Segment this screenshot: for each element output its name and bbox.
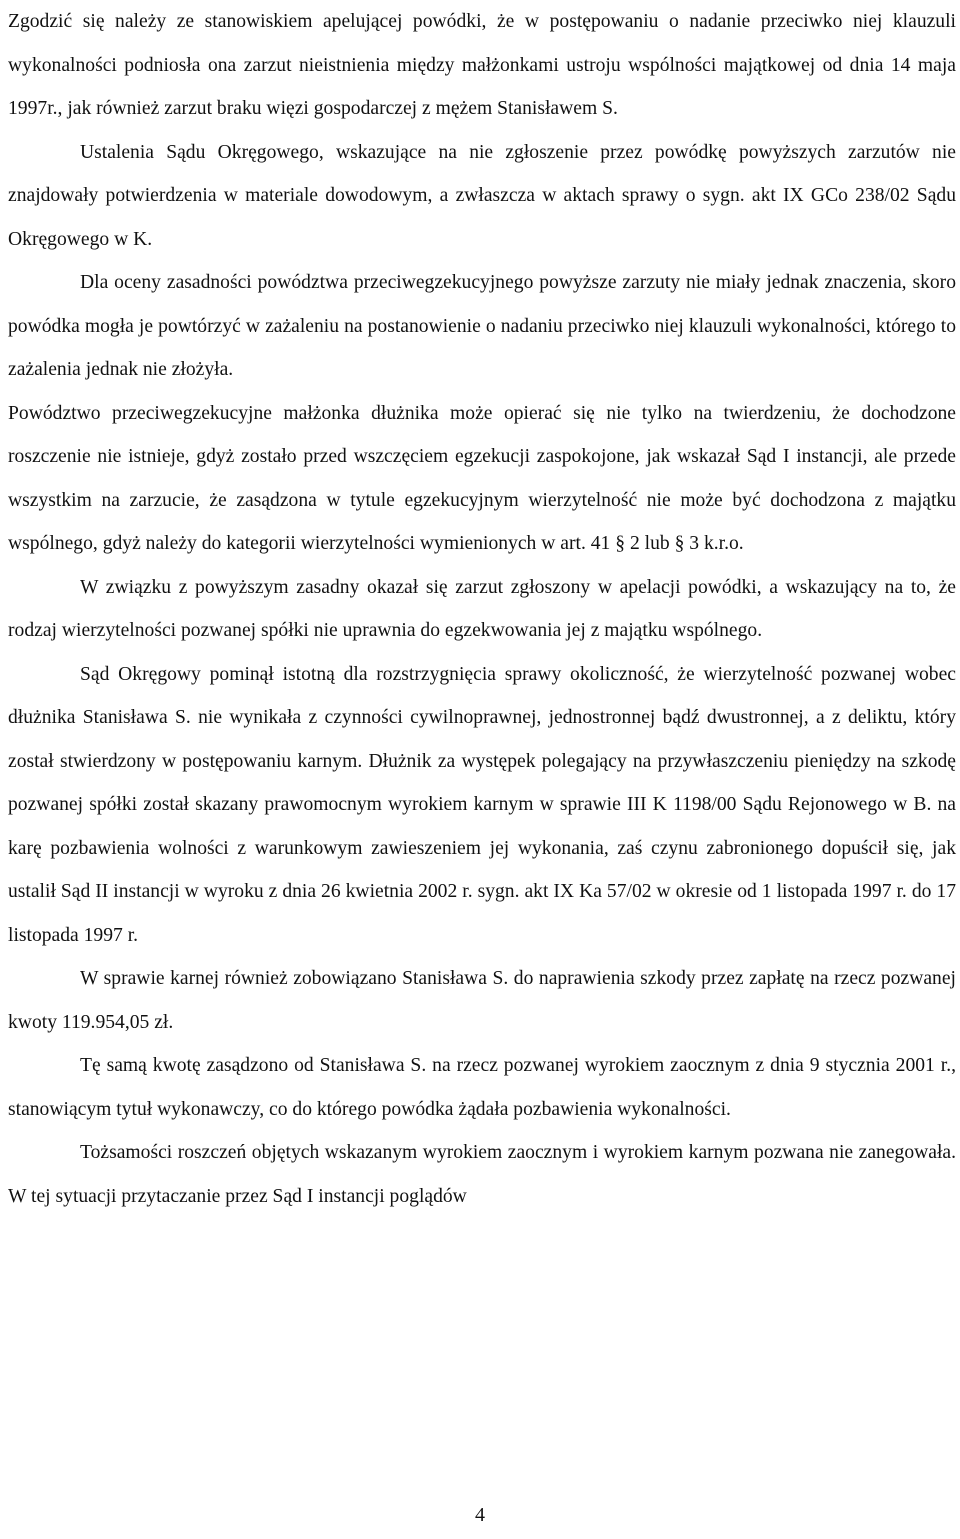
- document-page: [8, 0, 956, 1218]
- paragraph-9: Tożsamości roszczeń objętych wskazanym wyrokiem zaocznym i wyrokiem karnym pozwana nie zanegowała. W tej sytuacji przytaczanie przez Sąd I instancji poglądów: [8, 1142, 956, 1207]
- paragraph-6: Sąd Okręgowy pominął istotną dla rozstrzygnięcia sprawy okoliczność, że wierzytelność pozwanej wobec dłużnika Stanisława S. nie wynikała z czynności cywilnoprawnej, jednostronnej bądź dwustronnej, a z deliktu, który został stwierdzony w postępowaniu karnym. Dłużnik za występek polegający na przywłaszczeniu pieniędzy na szkodę pozwanej spółki został skazany prawomocnym wyrokiem karnym w sprawie III K 1198/00 Sądu Rejonowego w B. na karę pozbawienia wolności z warunkowym zawieszeniem jej wykonania, zaś czynu zabronionego dopuścił się, jak ustalił Sąd II instancji w wyroku z dnia 26 kwietnia 2002 r. sygn. akt IX Ka 57/02 w okresie od 1 listopada 1997 r. do 17 listopada 1997 r.: [8, 663, 956, 946]
- paragraph-5: W związku z powyższym zasadny okazał się zarzut zgłoszony w apelacji powódki, a wskazujący na to, że rodzaj wierzytelności pozwanej spółki nie uprawnia do egzekwowania jej z majątku wspólnego.: [8, 576, 956, 641]
- paragraph-2: Ustalenia Sądu Okręgowego, wskazujące na nie zgłoszenie przez powódkę powyższych zarzutów nie znajdowały potwierdzenia w materiale dowodowym, a zwłaszcza w aktach sprawy o sygn. akt IX GCo 238/02 Sądu Okręgowego w K.: [8, 141, 956, 250]
- paragraph-4: Powództwo przeciwegzekucyjne małżonka dłużnika może opierać się nie tylko na twierdzeniu, że dochodzone roszczenie nie istnieje, gdyż zostało przed wszczęciem egzekucji zaspokojone, jak wskazał Sąd I instancji, ale przede wszystkim na zarzucie, że zasądzona w tytule egzekucyjnym wierzytelność nie może być dochodzona z majątku wspólnego, gdyż należy do kategorii wierzytelności wymienionych w art. 41 § 2 lub § 3 k.r.o.: [8, 402, 956, 554]
- page-number: 4: [475, 1504, 485, 1526]
- paragraph-1: Zgodzić się należy ze stanowiskiem apelującej powódki, że w postępowaniu o nadanie przeciwko niej klauzuli wykonalności podniosła ona zarzut nieistnienia między małżonkami ustroju wspólności majątkowej od dnia 14 maja 1997r., jak również zarzut braku więzi gospodarczej z mężem Stanisławem S.: [8, 11, 956, 119]
- paragraph-3: Dla oceny zasadności powództwa przeciwegzekucyjnego powyższe zarzuty nie miały jednak znaczenia, skoro powódka mogła je powtórzyć w zażaleniu na postanowienie o nadaniu przeciwko niej klauzuli wykonalności, którego to zażalenia jednak nie złożyła.: [8, 272, 956, 380]
- paragraph-7: W sprawie karnej również zobowiązano Stanisława S. do naprawienia szkody przez zapłatę na rzecz pozwanej kwoty 119.954,05 zł.: [8, 968, 956, 1033]
- paragraph-8: Tę samą kwotę zasądzono od Stanisława S. na rzecz pozwanej wyrokiem zaocznym z dnia 9 stycznia 2001 r., stanowiącym tytuł wykonawczy, co do którego powódka żądała pozbawienia wykonalności.: [8, 1055, 956, 1120]
